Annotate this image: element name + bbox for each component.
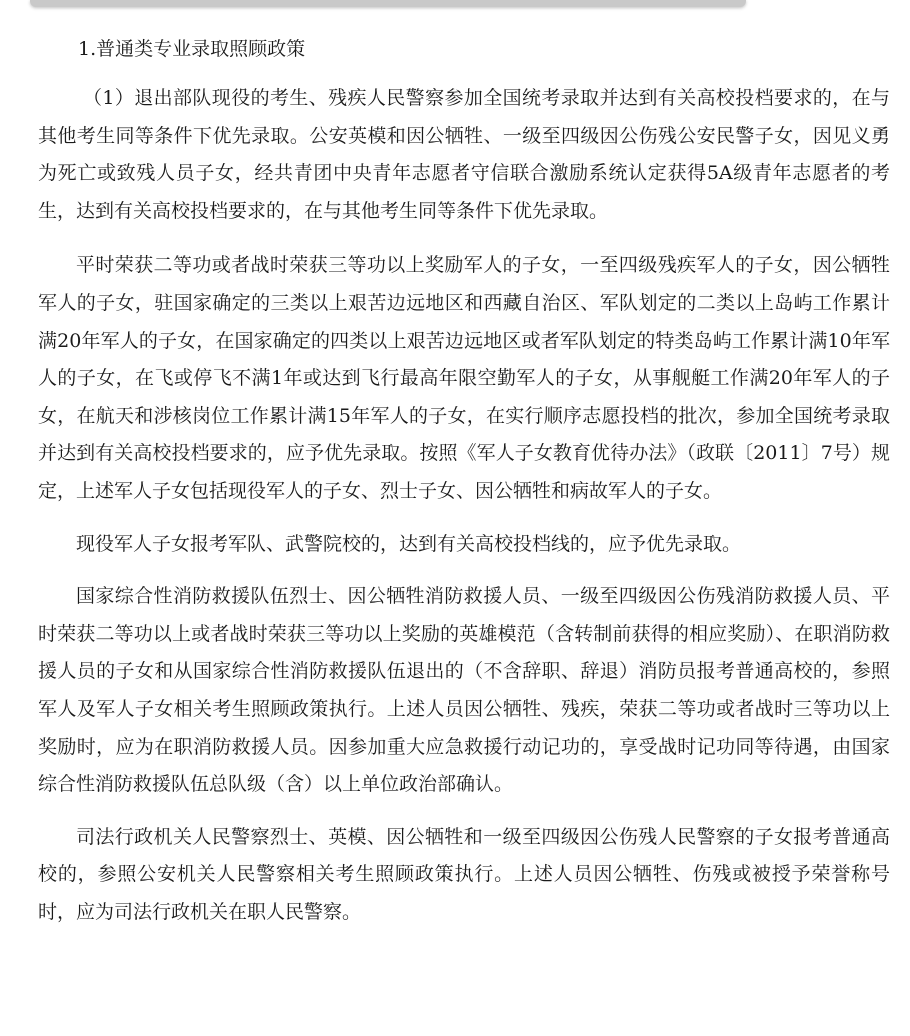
section-heading: 1.普通类专业录取照顾政策	[78, 38, 306, 60]
paragraph-fire-rescue: 国家综合性消防救援队伍烈士、因公牺牲消防救援人员、一级至四级因公伤残消防救援人员、平时荣获二等功以上或者战时荣获三等功以上奖励的英雄模范（含转制前获得的相应奖励）、在职消防救援人员的子女和从国家综合性消防救援队伍退出的（不含辞职、辞退）消防员报考普通高校的，参照军人及军人子女相关考生照顾政策执行。上述人员因公牺牲、残疾，荣获二等功或者战时三等功以上奖励时，应为在职消防救援人员。因参加重大应急救援行动记功的，享受战时记功同等待遇，由国家综合性消防救援队伍总队级（含）以上单位政治部确认。	[38, 585, 890, 796]
paragraph-military-academies: 现役军人子女报考军队、武警院校的，达到有关高校投档线的，应予优先录取。	[76, 532, 742, 555]
paragraph-military-children: 平时荣获二等功或者战时荣获三等功以上奖励军人的子女，一至四级残疾军人的子女，因公牺牲军人的子女，驻国家确定的三类以上艰苦边远地区和西藏自治区、军队划定的二类以上岛屿工作累计满20年军人的子女，在国家确定的四类以上艰苦边远地区或者军队划定的特类岛屿工作累计满10年军人的子女，在飞或停飞不满1年或达到飞行最高年限空勤军人的子女，从事舰艇工作满20年军人的子女，在航天和涉核岗位工作累计满15年军人的子女，在实行顺序志愿投档的批次，参加全国统考录取并达到有关高校投档要求的，应予优先录取。按照《军人子女教育优待办法》（政联〔2011〕7号）规定，上述军人子女包括现役军人的子女、烈士子女、因公牺牲和病故军人的子女。	[38, 254, 890, 502]
document-body	[38, 32, 890, 946]
top-scroll-strip	[30, 0, 746, 7]
paragraph-veterans-priority: （1）退出部队现役的考生、残疾人民警察参加全国统考录取并达到有关高校投档要求的，在与其他考生同等条件下优先录取。公安英模和因公牺牲、一级至四级因公伤残公安民警子女，因见义勇为死亡或致残人员子女，经共青团中央青年志愿者守信联合激励系统认定获得5A级青年志愿者的考生，达到有关高校投档要求的，在与其他考生同等条件下优先录取。	[38, 87, 890, 222]
paragraph-judicial-police: 司法行政机关人民警察烈士、英模、因公牺牲和一级至四级因公伤残人民警察的子女报考普通高校的，参照公安机关人民警察相关考生照顾政策执行。上述人员因公牺牲、伤残或被授予荣誉称号时，应为司法行政机关在职人民警察。	[38, 825, 890, 923]
